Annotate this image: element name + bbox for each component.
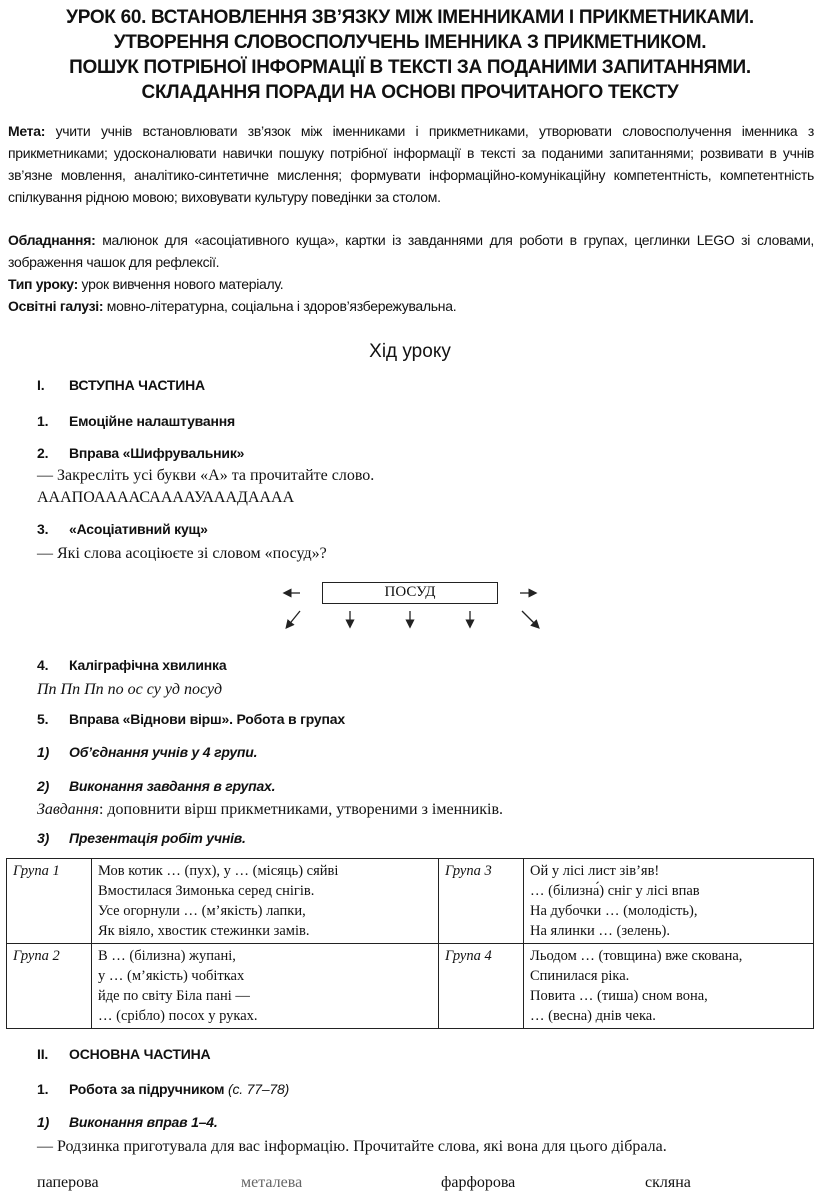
word: фарфорова xyxy=(441,1174,516,1191)
lesson-heading: Хід уроку xyxy=(369,341,451,362)
table-row xyxy=(7,944,814,1029)
item4-calligraphy: Пп Пп Пп по ос су уд посуд xyxy=(37,681,223,698)
item2-letters: АААПОААААСААААУАААДАААА xyxy=(37,489,295,506)
item5-step1 xyxy=(37,744,257,760)
step-num: 1) xyxy=(37,1114,50,1130)
association-center-word: ПОСУД xyxy=(322,582,498,604)
arrow-down-right xyxy=(522,611,538,627)
p2-item1-num: 1. xyxy=(37,1081,49,1097)
p2-instruction: — Родзинка приготувала для вас інформацію. Прочитайте слова, які вона для цього дібрала. xyxy=(37,1138,667,1155)
part2-title: ОСНОВНА ЧАСТИНА xyxy=(69,1046,211,1062)
groups-table xyxy=(6,858,814,1029)
item2-heading xyxy=(37,445,244,461)
type-paragraph xyxy=(8,273,814,295)
part1-heading xyxy=(37,377,205,393)
item5-title: Вправа «Віднови вірш». Робота в групах xyxy=(69,711,345,727)
item5-task xyxy=(37,801,503,819)
poem-line: Вмостилася Зимонька серед снігів. xyxy=(98,883,315,899)
fields-text: мовно-літературна, соціальна і здоров’язбережувальна. xyxy=(106,298,457,314)
poem-line: Мов котик … (пух), у … (місяць) сяйві xyxy=(98,863,339,879)
association-arrows xyxy=(0,580,820,640)
group-poem xyxy=(92,944,439,1029)
word: паперова xyxy=(37,1174,99,1191)
part1-num: I. xyxy=(37,377,45,393)
item3-question: — Які слова асоціюєте зі словом «посуд»? xyxy=(37,545,327,562)
poem-line: у … (м’якість) чобітках xyxy=(98,968,245,984)
item5-step2 xyxy=(37,778,275,794)
equipment-label: Обладнання: xyxy=(8,232,96,248)
table-row xyxy=(7,859,814,944)
goal-text: учити учнів встановлювати зв’язок між іменниками і прикметниками, утворювати словосполучення іменника з прикметниками; удосконалювати навички пошуку потрібної інформації в тексті за поданими запитаннями; розвивати в учнів зв’язне мовлення, аналітико-синтетичне мислення; формувати інформаційно-комунікаційну компетентність, компетентність спілкування рідною мовою; виховувати культуру поведінки за столом. xyxy=(8,123,814,205)
item4-title: Каліграфічна хвилинка xyxy=(69,657,227,673)
group-name: Група 3 xyxy=(439,859,524,944)
lesson-title xyxy=(0,0,820,105)
type-text: урок вивчення нового матеріалу. xyxy=(81,276,284,292)
title-line: УТВОРЕННЯ СЛОВОСПОЛУЧЕНЬ ІМЕННИКА З ПРИКМЕТНИКОМ. xyxy=(113,32,707,53)
word: металева xyxy=(241,1174,303,1191)
step-text: Презентація робіт учнів. xyxy=(69,830,246,846)
poem-line: В … (білизна) жупані, xyxy=(98,948,236,964)
group-name: Група 1 xyxy=(7,859,92,944)
task-label: Завдання xyxy=(37,801,99,818)
poem-line: … (білизна́) сніг у лісі впав xyxy=(530,883,700,899)
item4-num: 4. xyxy=(37,657,49,673)
step-text: Виконання вправ 1–4. xyxy=(69,1114,218,1130)
item5-num: 5. xyxy=(37,711,49,727)
p2-step1 xyxy=(37,1114,218,1130)
item4-heading xyxy=(37,657,226,673)
item2-instruction: — Закресліть усі букви «А» та прочитайте слово. xyxy=(37,467,375,484)
poem-line: Ой у лісі лист зів’яв! xyxy=(530,863,660,879)
poem-line: Усе огорнули … (м’якість) лапки, xyxy=(98,903,306,919)
item3-title: «Асоціативний кущ» xyxy=(69,521,208,537)
group-poem xyxy=(524,944,814,1029)
item5-heading xyxy=(37,711,345,727)
fields-label: Освітні галузі: xyxy=(8,298,104,314)
part1-title: ВСТУПНА ЧАСТИНА xyxy=(69,377,205,393)
group-poem xyxy=(524,859,814,944)
word: скляна xyxy=(645,1174,691,1191)
item1-heading xyxy=(37,413,235,429)
poem-line: Як віяло, хвостик стежинки замів. xyxy=(98,923,310,939)
group-poem xyxy=(92,859,439,944)
fields-paragraph xyxy=(8,295,814,317)
item1-num: 1. xyxy=(37,413,49,429)
p2-item1-pages: (с. 77–78) xyxy=(228,1081,290,1097)
item2-title: Вправа «Шифрувальник» xyxy=(69,445,245,461)
step-num: 3) xyxy=(37,830,50,846)
item3-heading xyxy=(37,521,208,537)
step-num: 2) xyxy=(37,778,50,794)
p2-item1-heading xyxy=(37,1081,289,1097)
step-text: Об’єднання учнів у 4 групи. xyxy=(69,744,258,760)
poem-line: На дубочки … (молодість), xyxy=(530,903,698,919)
title-line: ПОШУК ПОТРІБНОЇ ІНФОРМАЦІЇ В ТЕКСТІ ЗА ПОДАНИМИ ЗАПИТАННЯМИ. xyxy=(69,57,751,78)
poem-line: йде по світу Біла пані — xyxy=(98,988,250,1004)
part2-heading xyxy=(37,1046,210,1062)
poem-line: На ялинки … (зелень). xyxy=(530,923,671,939)
goal-paragraph xyxy=(8,120,814,208)
item1-title: Емоційне налаштування xyxy=(69,413,235,429)
poem-line: Льодом … (товщина) вже скована, xyxy=(530,948,743,964)
poem-line: Повита … (тиша) сном вона, xyxy=(530,988,708,1004)
group-name: Група 2 xyxy=(7,944,92,1029)
item3-num: 3. xyxy=(37,521,49,537)
step-text: Виконання завдання в групах. xyxy=(69,778,276,794)
equipment-text: малюнок для «асоціативного куща», картки із завданнями для роботи в групах, цеглинки LEGO зі словами, зображення чашок для рефлексії. xyxy=(8,232,814,270)
poem-line: Спинилася ріка. xyxy=(530,968,630,984)
group-name: Група 4 xyxy=(439,944,524,1029)
item5-step3 xyxy=(37,830,246,846)
goal-label: Мета: xyxy=(8,123,46,139)
step-num: 1) xyxy=(37,744,50,760)
task-text: : доповнити вірш прикметниками, утвореними з іменників. xyxy=(98,801,504,818)
poem-line: … (срібло) посох у руках. xyxy=(98,1008,258,1024)
item2-num: 2. xyxy=(37,445,49,461)
arrow-down-left xyxy=(287,611,300,627)
type-label: Тип уроку: xyxy=(8,276,78,292)
title-line: СКЛАДАННЯ ПОРАДИ НА ОСНОВІ ПРОЧИТАНОГО ТЕКСТУ xyxy=(141,82,679,103)
p2-item1-title: Робота за підручником xyxy=(69,1081,225,1097)
title-line: УРОК 60. ВСТАНОВЛЕННЯ ЗВ’ЯЗКУ МІЖ ІМЕННИКАМИ І ПРИКМЕТНИКАМИ. xyxy=(66,7,754,28)
equipment-paragraph xyxy=(8,229,814,273)
poem-line: … (весна) днів чека. xyxy=(530,1008,656,1024)
part2-num: II. xyxy=(37,1046,49,1062)
